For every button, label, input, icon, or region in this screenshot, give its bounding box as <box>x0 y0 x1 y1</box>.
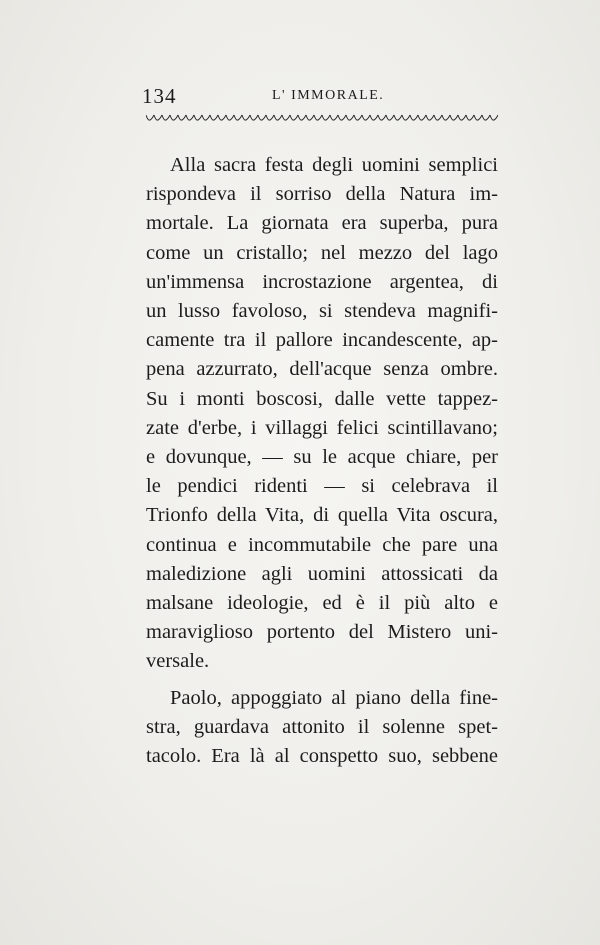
ornament-swash <box>282 115 290 120</box>
ornament-swash <box>290 115 298 120</box>
ornament-swash <box>354 115 362 120</box>
paragraph <box>146 151 498 677</box>
ornament-swash <box>170 115 178 120</box>
ornament-swash <box>210 115 218 120</box>
ornament-swash <box>330 115 338 120</box>
ornament-swash <box>186 115 194 120</box>
ornament-swash <box>322 115 330 120</box>
ornament-swash <box>178 115 186 120</box>
text-line: zate d'erbe, i villaggi felici scintillavano; <box>146 416 498 439</box>
text-line: mortale. La giornata era superba, pura <box>146 212 498 235</box>
ornament-swash <box>370 115 378 120</box>
ornament-swash <box>226 115 234 120</box>
text-line: versale. <box>146 650 210 673</box>
ornament-swash <box>442 115 450 120</box>
text-line: maraviglioso portento del Mistero uni- <box>146 621 498 644</box>
ornament-swash <box>482 115 490 120</box>
text-line: Su i monti boscosi, dalle vette tappez- <box>146 387 498 410</box>
ornament-swash <box>298 115 306 120</box>
text-line: maledizione agli uomini attossicati da <box>146 562 498 585</box>
ornament-swash <box>218 115 226 120</box>
text-line: un lusso favoloso, si stendeva magnifi- <box>146 300 498 323</box>
text-line: stra, guardava attonito il solenne spet- <box>146 715 498 738</box>
ornament-swash <box>426 115 434 120</box>
ornament-swash <box>202 115 210 120</box>
ornament-swash <box>306 115 314 120</box>
ornament-swash <box>402 115 410 120</box>
text-line: rispondeva il sorriso della Natura im- <box>146 183 498 206</box>
ornament-swash <box>474 115 482 120</box>
text-line: Trionfo della Vita, di quella Vita oscura, <box>146 504 498 527</box>
ornament-swash <box>234 115 242 120</box>
ornament-swash <box>378 115 386 120</box>
text-line: continua e incommutabile che pare una <box>146 533 498 556</box>
ornament-swash <box>242 115 250 120</box>
ornament-swash <box>266 115 274 120</box>
ornament-swash <box>434 115 442 120</box>
ornament-swash <box>154 115 162 120</box>
ornament-swash <box>362 115 370 120</box>
ornament-swash <box>466 115 474 120</box>
ornament-swash <box>458 115 466 120</box>
text-line: camente tra il pallore incandescente, ap- <box>146 329 498 352</box>
text-line: tacolo. Era là al conspetto suo, sebbene <box>146 745 498 768</box>
text-line: pena azzurrato, dell'acque senza ombre. <box>146 358 498 381</box>
page-number: 134 <box>142 84 177 108</box>
text-line: Paolo, appoggiato al piano della fine- <box>170 686 498 709</box>
text-line: un'immensa incrostazione argentea, di <box>146 270 498 293</box>
ornament-swash <box>338 115 346 120</box>
ornament-swash <box>194 115 202 120</box>
text-line: malsane ideologie, ed è il più alto e <box>146 592 498 615</box>
ornament-swash <box>274 115 282 120</box>
ornament-swash <box>394 115 402 120</box>
decorative-rule <box>146 114 498 122</box>
ornament-swash <box>346 115 354 120</box>
body-text <box>146 151 498 771</box>
ornament-swash <box>490 115 498 120</box>
ornament-swash <box>162 115 170 120</box>
ornament-swash <box>314 115 322 120</box>
text-line: Alla sacra festa degli uomini semplici <box>170 154 498 176</box>
paragraph <box>146 684 498 772</box>
ornament-swash <box>386 115 394 120</box>
page-header <box>142 84 498 108</box>
ornament-swash <box>418 115 426 120</box>
text-line: e dovunque, — su le acque chiare, per <box>146 446 498 469</box>
text-line: come un cristallo; nel mezzo del lago <box>146 241 498 264</box>
ornament-swash <box>258 115 266 120</box>
ornament-swash <box>250 115 258 120</box>
ornament-swash <box>410 115 418 120</box>
text-line: le pendici ridenti — si celebrava il <box>146 475 498 498</box>
running-title: L' IMMORALE. <box>272 88 385 103</box>
ornament-swash <box>146 115 154 120</box>
ornament-swash <box>450 115 458 120</box>
